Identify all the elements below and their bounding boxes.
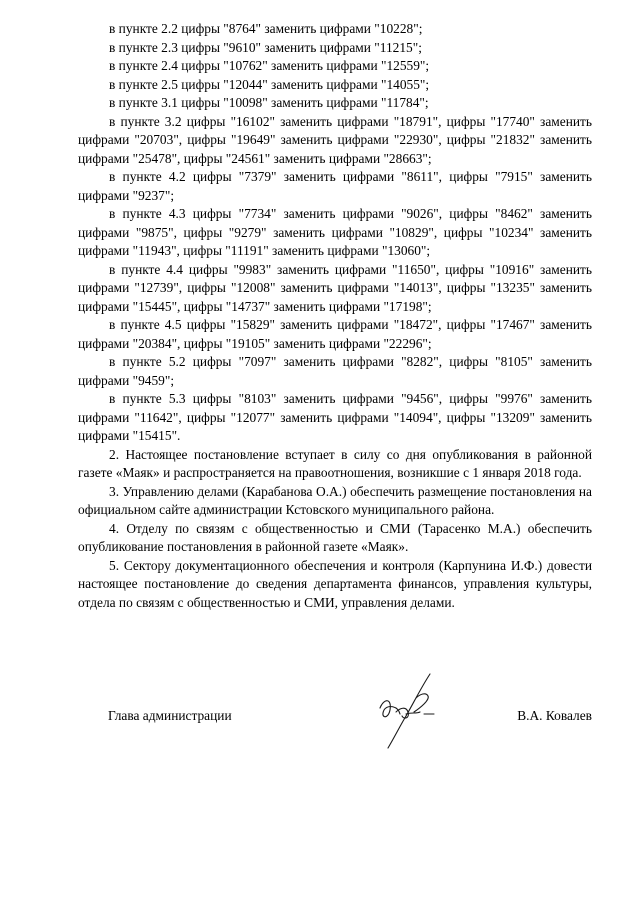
amendment-item: в пункте 4.2 цифры "7379" заменить цифрами "8611", цифры "7915" заменить цифрами "9237"; [78, 169, 592, 203]
amendment-item: в пункте 2.3 цифры "9610" заменить цифрами "11215"; [109, 39, 422, 55]
signature-block [108, 706, 592, 736]
amendment-item: в пункте 2.4 цифры "10762" заменить цифрами "12559"; [109, 58, 430, 73]
document-body [78, 20, 592, 612]
amendment-item: в пункте 2.5 цифры "12044" заменить цифрами "14055"; [109, 76, 430, 92]
clause-distribution: 5. Сектору документационного обеспечения и контроля (Карпунина И.Ф.) довести настоящее постановление до сведения департамента финансов, управления культуры, отдела по связям с общественностью и СМИ, управления делами. [78, 557, 592, 610]
amendment-item: в пункте 3.1 цифры "10098" заменить цифрами "11784"; [109, 95, 429, 110]
amendment-item: в пункте 3.2 цифры "16102" заменить цифрами "18791", цифры "17740" заменить цифрами "20703", цифры "19649" заменить цифрами "22930", цифры "21832" заменить цифрами "25478", цифры "24561" заменить цифрами "28663"; [78, 113, 592, 166]
amendment-item: в пункте 5.2 цифры "7097" заменить цифрами "8282", цифры "8105" заменить цифрами "9459"; [78, 354, 592, 388]
clause-newspaper-publication: 4. Отделу по связям с общественностью и СМИ (Тарасенко М.А.) обеспечить опубликование постановления в районной газете «Маяк». [78, 520, 592, 554]
signatory-position: Глава администрации [108, 708, 232, 723]
signatory-name: В.А. Ковалев [517, 708, 592, 723]
amendment-item: в пункте 5.3 цифры "8103" заменить цифрами "9456", цифры "9976" заменить цифрами "11642", цифры "12077" заменить цифрами "14094", цифры "13209" заменить цифрами "15415". [78, 391, 592, 443]
amendment-item: в пункте 2.2 цифры "8764" заменить цифрами "10228"; [109, 21, 423, 36]
amendment-item: в пункте 4.3 цифры "7734" заменить цифрами "9026", цифры "8462" заменить цифрами "9875", цифры "9279" заменить цифрами "10829", цифры "10234" заменить цифрами "11943", цифры "11191" заменить цифрами "13060"; [78, 206, 592, 258]
clause-effective-date: 2. Настоящее постановление вступает в силу со дня опубликования в районной газете «Маяк» и распространяется на правоотношения, возникшие с 1 января 2018 года. [78, 446, 592, 480]
amendment-item: в пункте 4.5 цифры "15829" заменить цифрами "18472", цифры "17467" заменить цифрами "20384", цифры "19105" заменить цифрами "22296"; [78, 317, 592, 351]
clause-publication-site: 3. Управлению делами (Карабанова О.А.) обеспечить размещение постановления на официальном сайте администрации Кстовского муниципального района. [78, 483, 592, 517]
amendment-item: в пункте 4.4 цифры "9983" заменить цифрами "11650", цифры "10916" заменить цифрами "12739", цифры "12008" заменить цифрами "14013", цифры "13235" заменить цифрами "15445", цифры "14737" заменить цифрами "17198"; [78, 261, 592, 314]
